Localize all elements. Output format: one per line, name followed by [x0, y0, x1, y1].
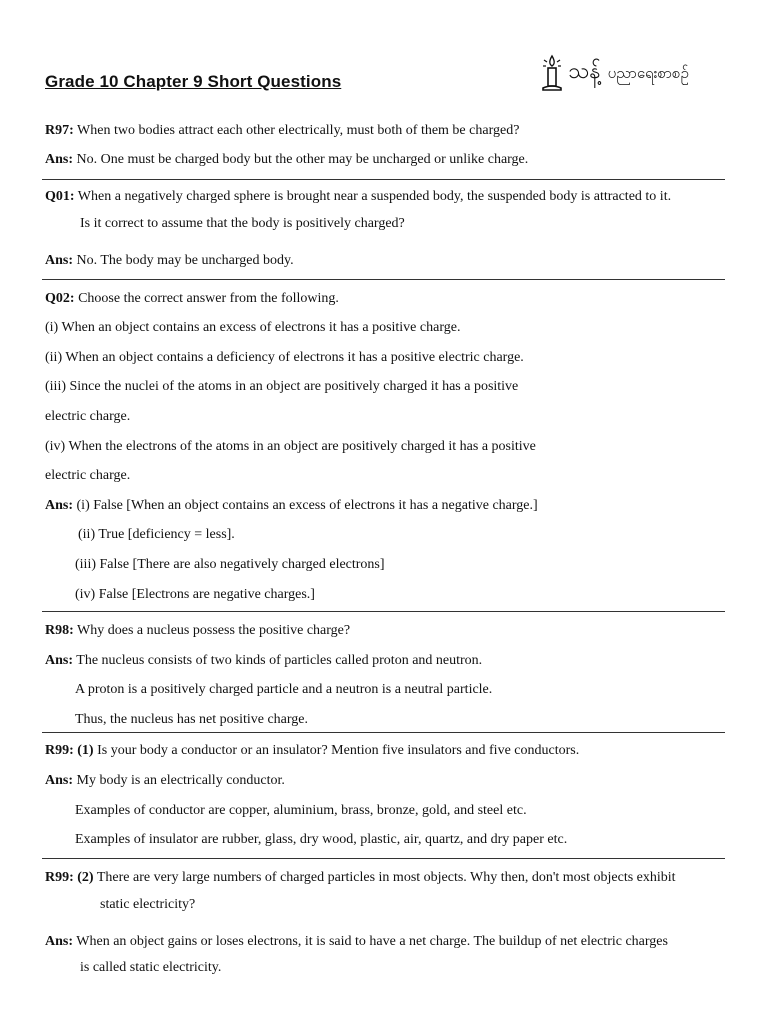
- q02-answer-4: (iv) False [Electrons are negative charges.]: [75, 587, 315, 602]
- r99-1-question-text: Is your body a conductor or an insulator? Mention five insulators and five conductors.: [93, 743, 580, 758]
- q02-answer: [45, 497, 538, 515]
- q02-option-3b: electric charge.: [45, 409, 131, 424]
- r98-question: [45, 622, 350, 640]
- r97-label: R97:: [45, 123, 74, 138]
- q02-option-3a: (iii) Since the nuclei of the atoms in an object are positively charged it has a positive: [45, 379, 519, 394]
- r99-2-answer-text-1: When an object gains or loses electrons, it is said to have a net charge. The buildup of net electric charges: [73, 934, 668, 949]
- r99-1-question: [45, 742, 579, 760]
- r99-2-question-text-2: static electricity?: [100, 897, 196, 912]
- q01-label: Q01:: [45, 189, 75, 204]
- q02-option-1: (i) When an object contains an excess of electrons it has a positive charge.: [45, 320, 461, 335]
- q02-answer-1: (i) False [When an object contains an excess of electrons it has a negative charge.]: [73, 498, 538, 513]
- r99-1-answer-2: Examples of conductor are copper, aluminium, brass, bronze, gold, and steel etc.: [75, 803, 527, 818]
- r99-1-label: R99: (1): [45, 743, 94, 758]
- r97-answer: [45, 151, 528, 169]
- r99-2-question-text-1: There are very large numbers of charged particles in most objects. Why then, don't most objects exhibit: [93, 870, 676, 885]
- r99-1-answer: [45, 772, 285, 790]
- q02-answer-label: Ans:: [45, 498, 74, 513]
- q02-option-4a: (iv) When the electrons of the atoms in an object are positively charged it has a positive: [45, 439, 536, 454]
- r99-2-question: [45, 869, 676, 887]
- q01-answer: [45, 252, 294, 270]
- q02-answer-2: (ii) True [deficiency = less].: [78, 527, 235, 542]
- r99-2-label: R99: (2): [45, 870, 94, 885]
- r99-1-answer-1: My body is an electrically conductor.: [73, 773, 285, 788]
- r98-answer-label: Ans:: [45, 653, 74, 668]
- page-title: Grade 10 Chapter 9 Short Questions: [45, 72, 342, 91]
- q01-question: [45, 188, 671, 206]
- q02-option-2: (ii) When an object contains a deficiency of electrons it has a positive electric charge.: [45, 350, 524, 365]
- r98-answer: [45, 652, 482, 670]
- section-divider: [42, 732, 725, 733]
- q01-question-text-2: Is it correct to assume that the body is positively charged?: [80, 216, 405, 231]
- q02-question: [45, 290, 339, 308]
- q02-question-text: Choose the correct answer from the following.: [74, 291, 339, 306]
- r99-2-answer: [45, 933, 668, 951]
- r99-1-answer-3: Examples of insulator are rubber, glass, dry wood, plastic, air, quartz, and dry paper etc.: [75, 832, 568, 847]
- section-divider: [42, 179, 725, 180]
- r99-2-answer-text-2: is called static electricity.: [80, 960, 222, 975]
- r97-answer-text: No. One must be charged body but the other may be uncharged or unlike charge.: [73, 152, 529, 167]
- q02-option-4b: electric charge.: [45, 468, 131, 483]
- r99-2-answer-label: Ans:: [45, 934, 74, 949]
- r97-question-text: When two bodies attract each other electrically, must both of them be charged?: [73, 123, 520, 138]
- r97-question: [45, 122, 519, 140]
- r97-answer-label: Ans:: [45, 152, 74, 167]
- section-divider: [42, 279, 725, 280]
- q01-question-text-1: When a negatively charged sphere is brought near a suspended body, the suspended body is attracted to it.: [74, 189, 672, 204]
- r98-answer-3: Thus, the nucleus has net positive charge.: [75, 712, 309, 727]
- logo-wordmark: [568, 56, 689, 89]
- r98-answer-1: The nucleus consists of two kinds of particles called proton and neutron.: [73, 653, 483, 668]
- q01-answer-text: No. The body may be uncharged body.: [73, 253, 294, 268]
- r98-answer-2: A proton is a positively charged particle and a neutron is a neutral particle.: [75, 682, 493, 697]
- r98-label: R98:: [45, 623, 74, 638]
- q01-answer-label: Ans:: [45, 253, 74, 268]
- q02-answer-3: (iii) False [There are also negatively charged electrons]: [75, 557, 385, 572]
- publisher-logo: [540, 52, 740, 100]
- section-divider: [42, 858, 725, 859]
- q02-label: Q02:: [45, 291, 75, 306]
- logo-subtext: ပညာရေးစာစဉ်: [607, 64, 689, 82]
- r99-1-answer-label: Ans:: [45, 773, 74, 788]
- r98-question-text: Why does a nucleus possess the positive charge?: [73, 623, 351, 638]
- section-divider: [42, 611, 725, 612]
- logo-text: သန့်: [568, 59, 601, 84]
- candle-icon: [540, 54, 564, 94]
